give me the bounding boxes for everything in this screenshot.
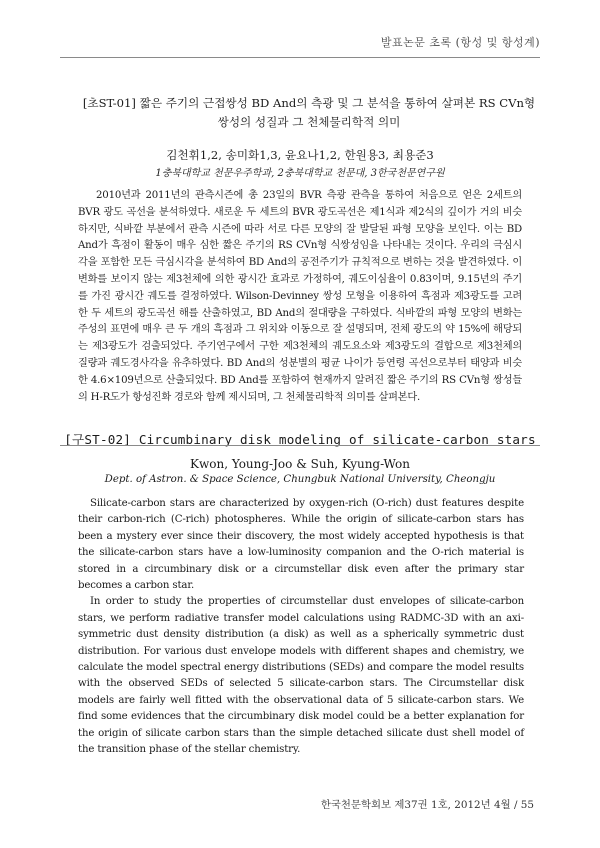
journal-citation: 한국천문학회보 제37권 1호, 2012년 4월 / 55 <box>320 799 534 811</box>
abstract-2-paragraph: In order to study the properties of circumstellar dust envelopes of silicate-carbon stars, we perform radiative transfer model calculations using RADMC-3D with an axi-symmetric dust density distribution (a disk) as well as a spherically symmetric dust distribution. For various dust envelope models with different shapes and chemistry, we calculate the model spectral energy distributions (SEDs) and compare the model results with the observed SEDs of selected 5 silicate-carbon stars. The Circumstellar disk models are fairly well fitted with the observational data of 5 silicate-carbon stars. We find some evidences that the circumbinary disk model could be a better explanation for the origin of silicate carbon stars than the simple detached silicate dust shell model of the transition phase of the stellar chemistry. <box>78 596 524 756</box>
abstract-1-authors: 김천휘1,2, 송미화1,3, 윤요나1,2, 한원용3, 최용준3 <box>166 148 434 162</box>
abstract-2-affiliation: Dept. of Astron. & Space Science, Chungbuk National University, Cheongju <box>104 474 496 485</box>
abstract-1-title: [초ST-01] 짧은 주기의 근접쌍성 BD And의 측광 및 그 분석을 통하여 살펴본 RS CVn형 쌍성의 성질과 그 천체물리학적 의미 <box>82 96 536 129</box>
abstract-2-authors: Kwon, Young-Joo & Suh, Kyung-Won <box>190 457 410 471</box>
abstract-2-paragraph: Silicate-carbon stars are characterized by oxygen-rich (O-rich) dust features despite their carbon-rich (C-rich) photospheres. While the origin of silicate-carbon stars has been a mystery ever since their discovery, the most widely accepted hypothesis is that the silicate-carbon stars have a low-luminosity companion and the O-rich material is stored in a circumbinary disk or a circumstellar disk even after the primary star becomes a carbon star. <box>78 498 524 592</box>
section-divider <box>60 445 540 446</box>
running-title: 발표논문 초록 (항성 및 항성계) <box>380 36 540 49</box>
abstract-1-body: 2010년과 2011년의 관측시즌에 총 23일의 BVR 측광 관측을 통하여 처음으로 얻은 2세트의 BVR 광도 곡선을 분석하였다. 새로운 두 세트의 BVR 광도곡선은 제1식과 제2식의 깊이가 거의 비슷하지만, 식바깥 부분에서 관측 시즌에 따라 서로 다른 모양의 잘 발달된 파형 모양을 보인다. 이는 BD And가 흑점이 활동이 매우 심한 짧은 주기의 RS CVn형 식쌍성임을 나타내는 것이다. 우리의 극심시각을 포함한 모든 극심시각을 분석하여 BD And의 공전주기가 규칙적으로 변하는 것을 발견하였다. 이 변화를 보이지 않는 제3천체에 의한 광시간 효과로 가정하여, 궤도이심율이 0.83이며, 9.15년의 주기를 가진 광시간 궤도를 결정하였다. Wilson-Devinney 쌍성 모형을 이용하여 흑점과 제3광도를 고려한 두 세트의 광도곡선 해를 산출하였고, BD And의 절대량을 구하였다. 식바깥의 파형 모양의 변화는 주성의 표면에 매우 큰 두 개의 흑점과 그 위치와 이동으로 잘 설명되며, 전체 광도의 약 15%에 해당되는 제3광도가 검출되었다. 주기연구에서 구한 제3천체의 궤도요소와 제3광도의 결합으로 제3천체의 질량과 궤도경사각을 유추하였다. BD And의 성분별의 평균 나이가 등연령 곡선으로부터 태양과 비슷한 4.6×109년으로 산출되었다. BD And를 포함하여 현재까지 알려진 짧은 주기의 RS CVn형 쌍성들의 H-R도가 항성진화 경로와 함께 제시되며, 그 천체물리학적 의미를 살펴본다. <box>78 190 522 403</box>
header-divider <box>60 57 540 58</box>
abstract-1-affiliations: 1충북대학교 천문우주학과, 2충북대학교 천문대, 3한국천문연구원 <box>155 168 445 179</box>
abstract-2-body <box>78 496 524 759</box>
abstract-2-title: [구ST-02] Circumbinary disk modeling of silicate-carbon stars <box>64 432 536 447</box>
